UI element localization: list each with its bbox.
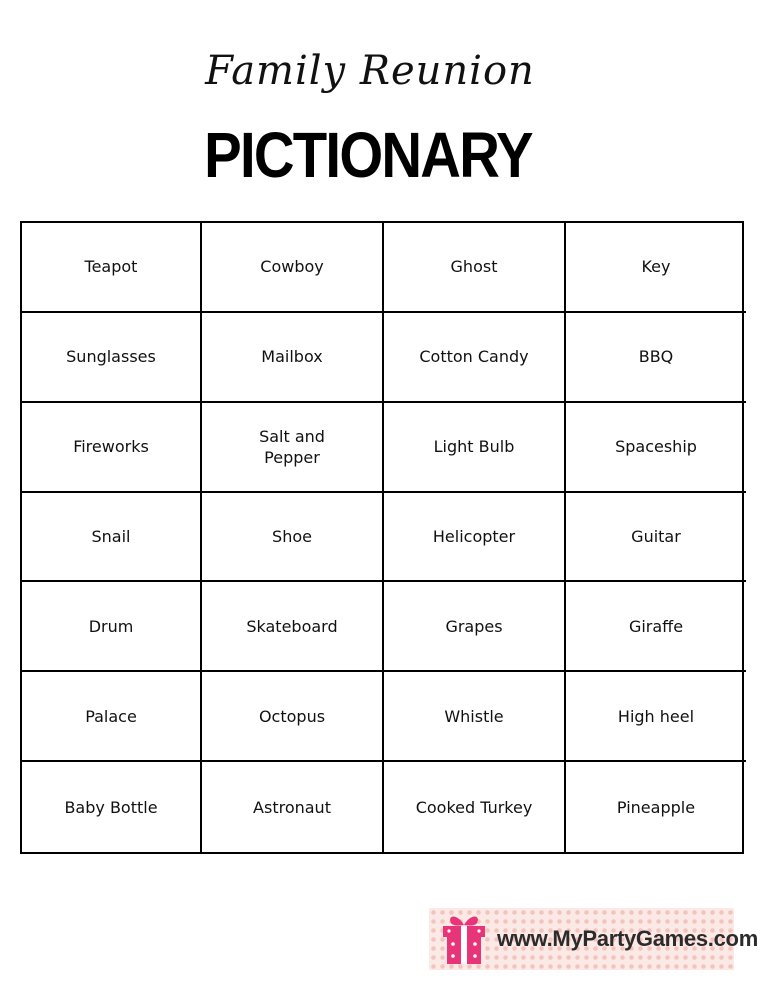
word-cell: Guitar: [566, 493, 746, 583]
website-url[interactable]: www.MyPartyGames.com: [497, 926, 758, 951]
word-cell: Key: [566, 223, 746, 313]
word-cell: Baby Bottle: [22, 762, 202, 852]
word-cell: Grapes: [384, 582, 566, 672]
word-cell: Astronaut: [202, 762, 384, 852]
word-cell: Palace: [22, 672, 202, 762]
word-cell: High heel: [566, 672, 746, 762]
word-cell: Light Bulb: [384, 403, 566, 493]
word-cell: Drum: [22, 582, 202, 672]
word-cell: Giraffe: [566, 582, 746, 672]
word-cell: Whistle: [384, 672, 566, 762]
word-cell: Cotton Candy: [384, 313, 566, 403]
word-cell: Octopus: [202, 672, 384, 762]
word-cell: Ghost: [384, 223, 566, 313]
word-cell: Skateboard: [202, 582, 384, 672]
word-cell: Salt and Pepper: [202, 403, 384, 493]
page-title: PICTIONARY: [204, 119, 532, 191]
website-banner: [429, 908, 758, 970]
page-subtitle: Family Reunion: [205, 48, 535, 94]
word-cell: Mailbox: [202, 313, 384, 403]
word-cell: Shoe: [202, 493, 384, 583]
word-cell: Spaceship: [566, 403, 746, 493]
word-cell: Pineapple: [616, 797, 696, 817]
word-cell: BBQ: [566, 313, 746, 403]
word-cell: Teapot: [22, 223, 202, 313]
word-cell: Sunglasses: [22, 313, 202, 403]
gift-box-icon: [439, 911, 489, 967]
word-cell: Helicopter: [384, 493, 566, 583]
word-cell: Cooked Turkey: [384, 762, 566, 852]
word-cell: Snail: [22, 493, 202, 583]
word-grid: [20, 221, 744, 854]
word-cell: Fireworks: [22, 403, 202, 493]
word-cell: Cowboy: [202, 223, 384, 313]
